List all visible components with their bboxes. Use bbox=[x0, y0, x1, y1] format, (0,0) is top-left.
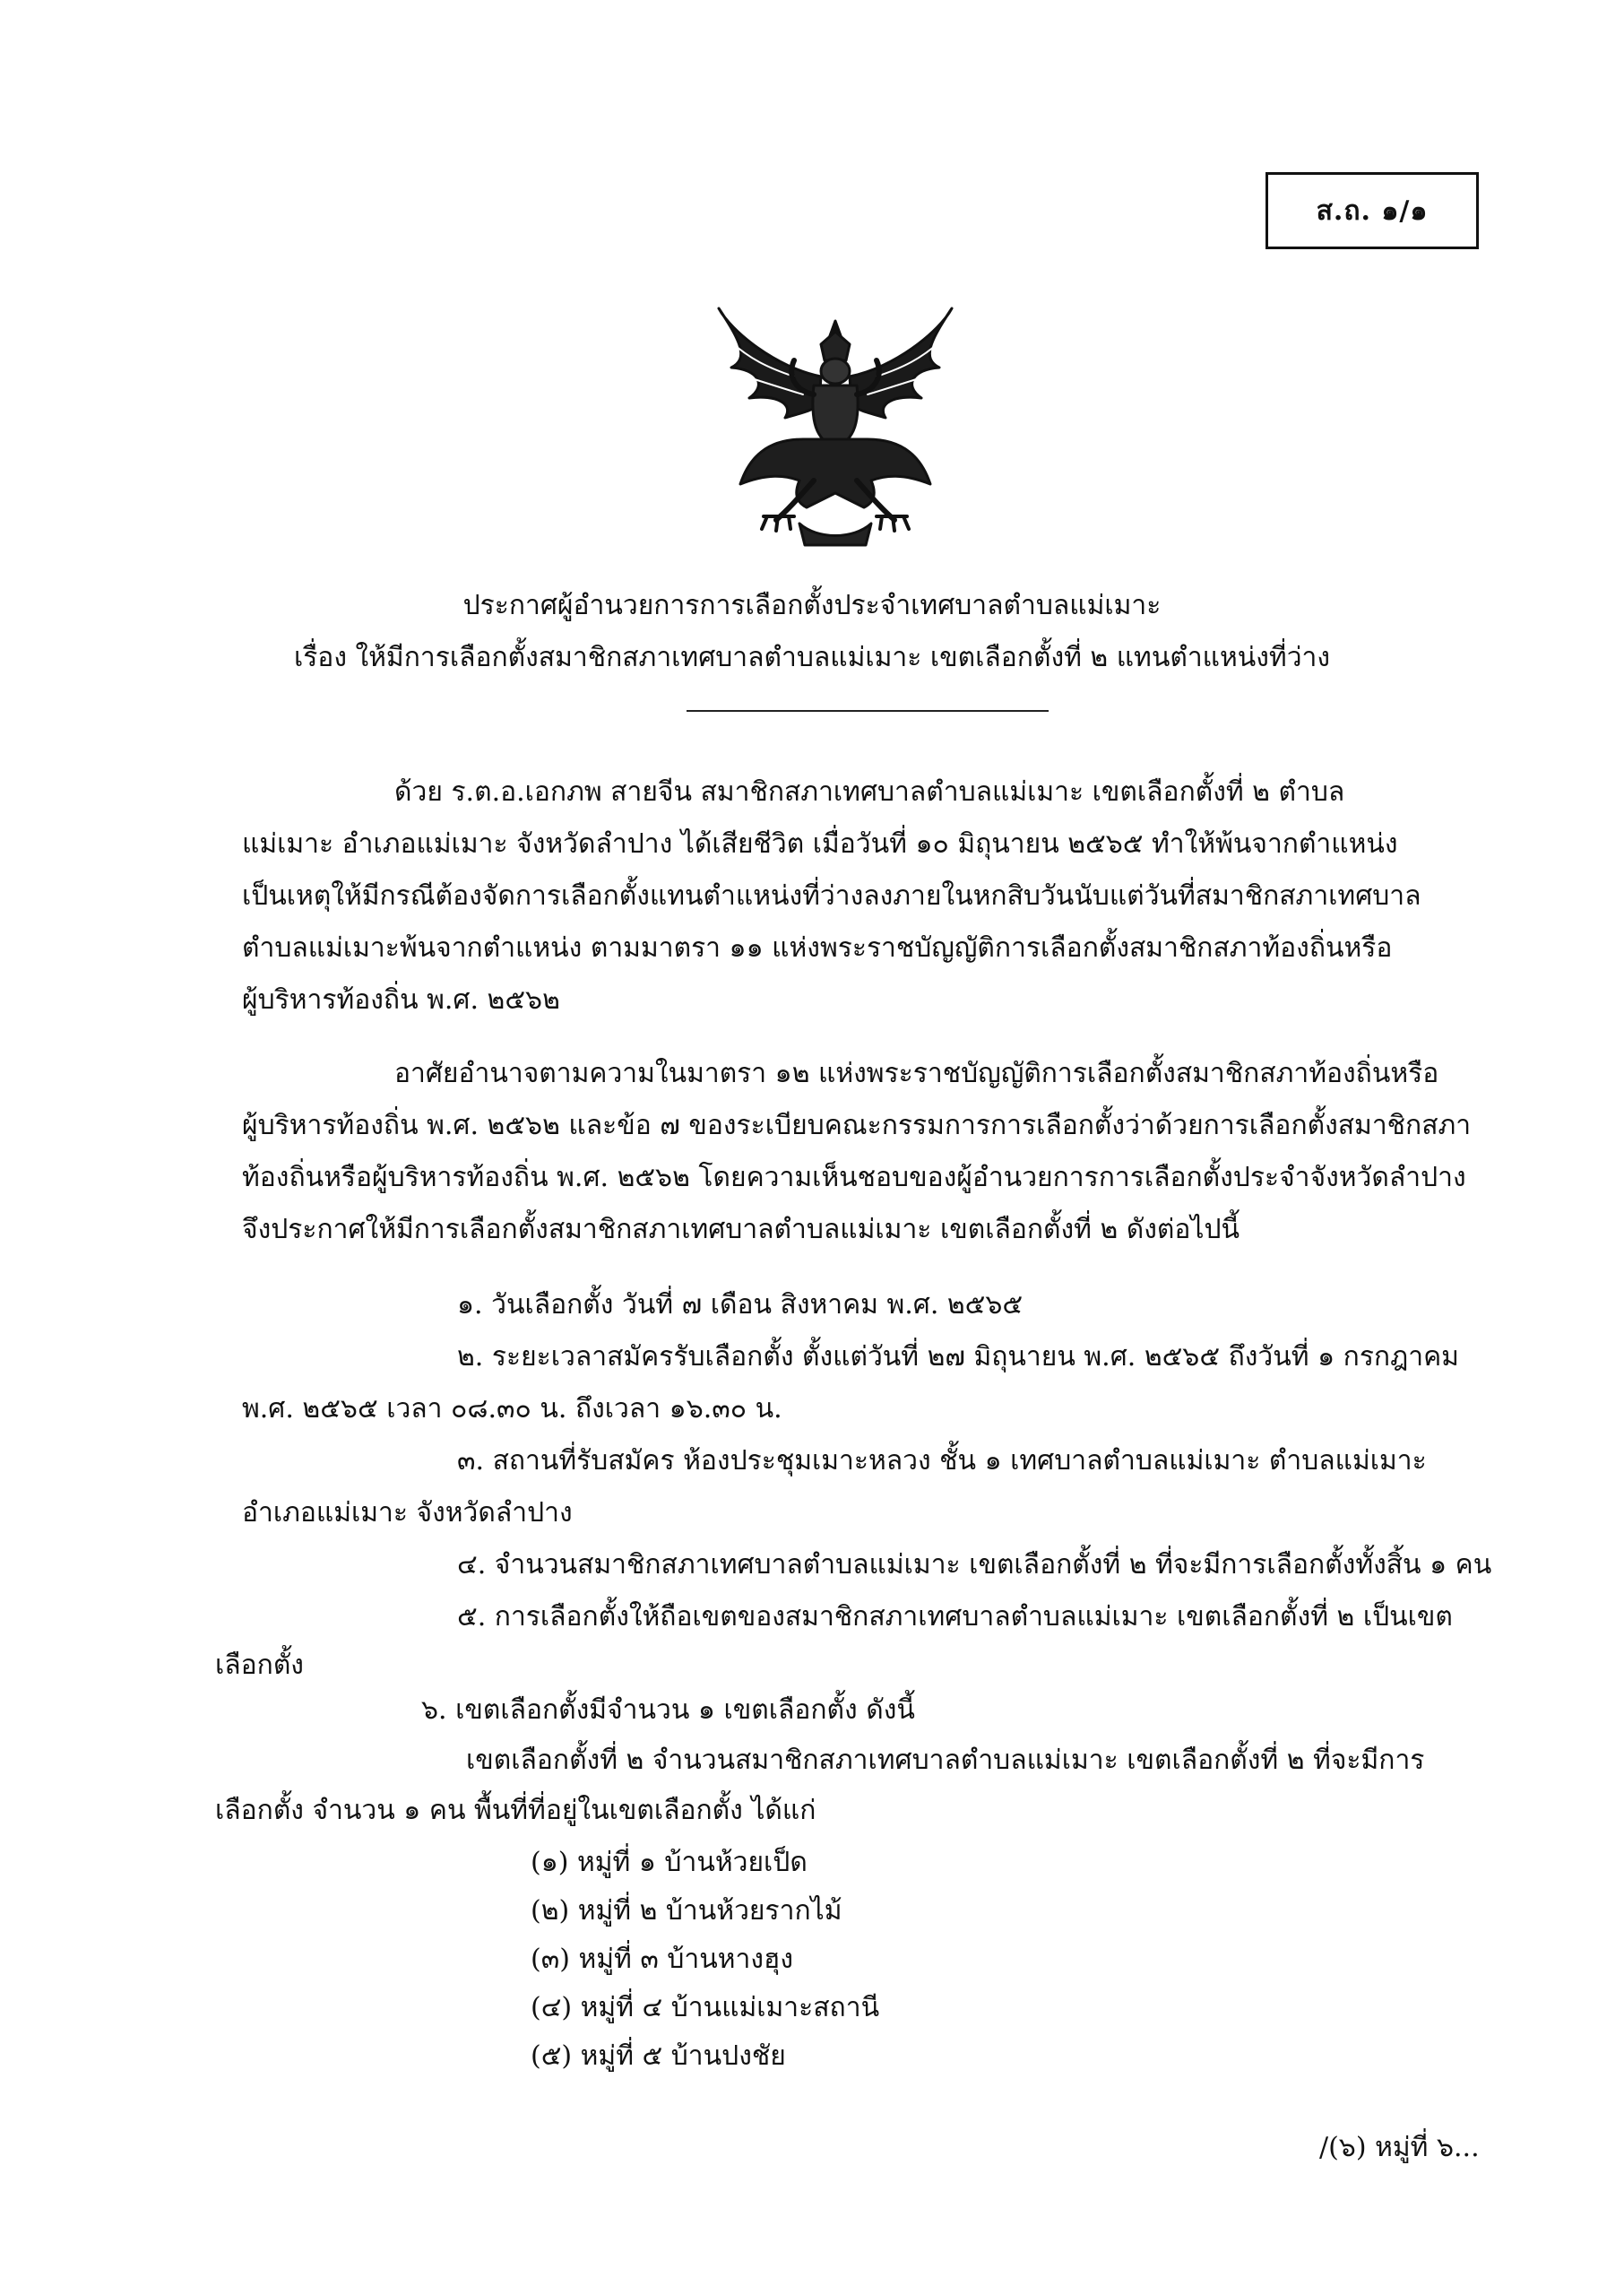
paragraph-line: ตำบลแม่เมาะพ้นจากตำแหน่ง ตามมาตรา ๑๑ แห่งพระราชบัญญัติการเลือกตั้งสมาชิกสภาท้องถิ่นหรือ bbox=[242, 932, 1393, 964]
item-application-period-cont: พ.ศ. ๒๕๖๕ เวลา ๐๘.๓๐ น. ถึงเวลา ๑๖.๓๐ น. bbox=[242, 1393, 782, 1425]
item-application-place-cont: อำเภอแม่เมาะ จังหวัดลำปาง bbox=[242, 1497, 573, 1529]
paragraph-line: เป็นเหตุให้มีกรณีต้องจัดการเลือกตั้งแทนตำแหน่งที่ว่างลงภายในหกสิบวันนับแต่วันที่สมาชิกสภาเทศบาล bbox=[242, 880, 1421, 912]
paragraph-line: ผู้บริหารท้องถิ่น พ.ศ. ๒๕๖๒ และข้อ ๗ ของระเบียบคณะกรรมการการเลือกตั้งว่าด้วยการเลือกตั้งสมาชิกสภา bbox=[242, 1110, 1472, 1141]
form-code-label: ส.ถ. ๑/๑ bbox=[1316, 195, 1429, 227]
item-election-date: ๑. วันเลือกตั้ง วันที่ ๗ เดือน สิงหาคม พ.ศ. ๒๕๖๕ bbox=[457, 1289, 1024, 1321]
item-member-count: ๔. จำนวนสมาชิกสภาเทศบาลตำบลแม่เมาะ เขตเลือกตั้งที่ ๒ ที่จะมีการเลือกตั้งทั้งสิ้น ๑ คน bbox=[457, 1549, 1492, 1581]
paragraph-line: ด้วย ร.ต.อ.เอกภพ สายจีน สมาชิกสภาเทศบาลตำบลแม่เมาะ เขตเลือกตั้งที่ ๒ ตำบล bbox=[394, 776, 1345, 808]
form-code-box bbox=[1266, 172, 1479, 249]
item-constituency-detail-cont: เลือกตั้ง จำนวน ๑ คน พื้นที่ที่อยู่ในเขตเลือกตั้ง ได้แก่ bbox=[215, 1795, 816, 1826]
list-item: (๓) หมู่ที่ ๓ บ้านหางฮุง bbox=[531, 1944, 793, 1975]
item-constituency-cont: เลือกตั้ง bbox=[215, 1650, 304, 1681]
announcement-title: ประกาศผู้อำนวยการการเลือกตั้งประจำเทศบาลตำบลแม่เมาะ bbox=[462, 590, 1162, 621]
page-continuation: /(๖) หมู่ที่ ๖... bbox=[1319, 2132, 1480, 2163]
item-application-place: ๓. สถานที่รับสมัคร ห้องประชุมเมาะหลวง ชั้น ๑ เทศบาลตำบลแม่เมาะ ตำบลแม่เมาะ bbox=[457, 1445, 1427, 1477]
paragraph-line: อาศัยอำนาจตามความในมาตรา ๑๒ แห่งพระราชบัญญัติการเลือกตั้งสมาชิกสภาท้องถิ่นหรือ bbox=[394, 1058, 1439, 1089]
garuda-emblem-icon bbox=[713, 305, 957, 552]
paragraph-line: แม่เมาะ อำเภอแม่เมาะ จังหวัดลำปาง ได้เสียชีวิต เมื่อวันที่ ๑๐ มิถุนายน ๒๕๖๕ ทำให้พ้นจากตำแหน่ง bbox=[242, 828, 1398, 860]
list-item: (๑) หมู่ที่ ๑ บ้านห้วยเป็ด bbox=[531, 1847, 808, 1878]
list-item: (๕) หมู่ที่ ๕ บ้านปงชัย bbox=[531, 2040, 786, 2072]
paragraph-line: ผู้บริหารท้องถิ่น พ.ศ. ๒๕๖๒ bbox=[242, 984, 560, 1016]
announcement-subject: เรื่อง ให้มีการเลือกตั้งสมาชิกสภาเทศบาลตำบลแม่เมาะ เขตเลือกตั้งที่ ๒ แทนตำแหน่งที่ว่าง bbox=[293, 642, 1331, 673]
paragraph-line: จึงประกาศให้มีการเลือกตั้งสมาชิกสภาเทศบาลตำบลแม่เมาะ เขตเลือกตั้งที่ ๒ ดังต่อไปนี้ bbox=[242, 1214, 1240, 1245]
list-item: (๒) หมู่ที่ ๒ บ้านห้วยรากไม้ bbox=[531, 1895, 842, 1927]
item-constituency-detail: เขตเลือกตั้งที่ ๒ จำนวนสมาชิกสภาเทศบาลตำบลแม่เมาะ เขตเลือกตั้งที่ ๒ ที่จะมีการ bbox=[466, 1745, 1425, 1776]
title-divider bbox=[687, 710, 1049, 712]
paragraph-line: ท้องถิ่นหรือผู้บริหารท้องถิ่น พ.ศ. ๒๕๖๒ โดยความเห็นชอบของผู้อำนวยการการเลือกตั้งประจำจังหวัดลำปาง bbox=[242, 1162, 1466, 1193]
item-application-period: ๒. ระยะเวลาสมัครรับเลือกตั้ง ตั้งแต่วันที่ ๒๗ มิถุนายน พ.ศ. ๒๕๖๕ ถึงวันที่ ๑ กรกฎาคม bbox=[457, 1341, 1459, 1373]
item-constituency-count: ๖. เขตเลือกตั้งมีจำนวน ๑ เขตเลือกตั้ง ดังนี้ bbox=[421, 1694, 915, 1726]
list-item: (๔) หมู่ที่ ๔ บ้านแม่เมาะสถานี bbox=[531, 1992, 880, 2023]
item-constituency: ๕. การเลือกตั้งให้ถือเขตของสมาชิกสภาเทศบาลตำบลแม่เมาะ เขตเลือกตั้งที่ ๒ เป็นเขต bbox=[457, 1601, 1453, 1632]
